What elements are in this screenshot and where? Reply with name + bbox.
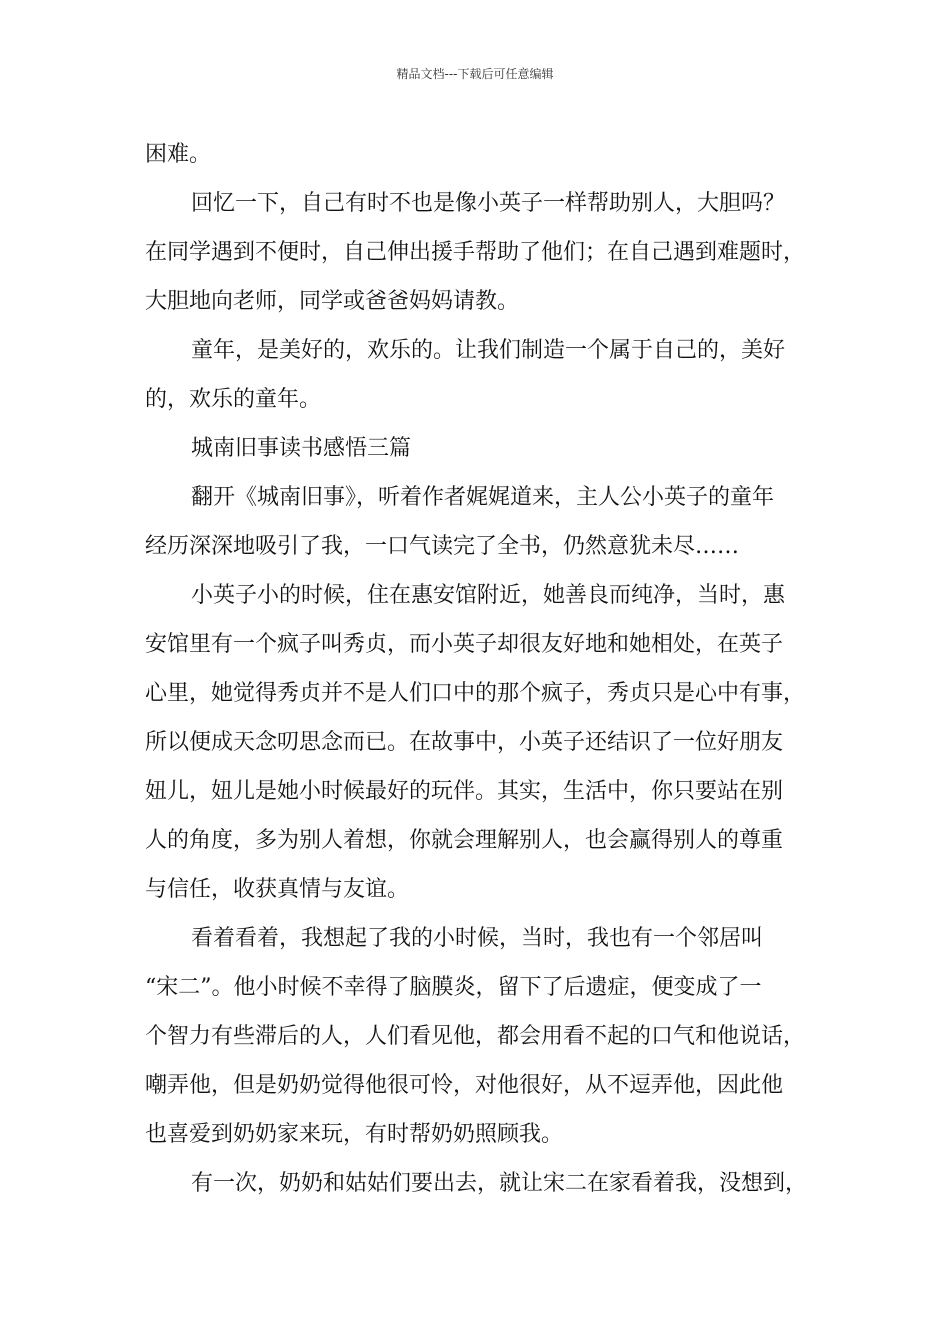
paragraph xyxy=(145,179,825,326)
text-line: 也喜爱到奶奶家来玩，有时帮奶奶照顾我。 xyxy=(145,1122,564,1147)
text-line: 看着看着，我想起了我的小时候，当时，我也有一个邻居叫 xyxy=(191,926,764,951)
page-header: 精品文档---下载后可任意编辑 xyxy=(396,67,554,81)
text-line: 在同学遇到不便时，自己伸出援手帮助了他们；在自己遇到难题时， xyxy=(145,240,806,265)
paragraph xyxy=(145,914,825,1159)
text-line: 困难。 xyxy=(145,142,212,167)
text-line: 个智力有些滞后的人，人们看见他，都会用看不起的口气和他说话， xyxy=(145,1024,806,1049)
text-line: “宋二”。他小时候不幸得了脑膜炎，留下了后遗症，便变成了一 xyxy=(145,975,762,1000)
text-line: 与信任，收获真情与友谊。 xyxy=(145,877,410,902)
section-heading xyxy=(145,424,825,473)
text-line: 妞儿，妞儿是她小时候最好的玩伴。其实，生活中，你只要站在别 xyxy=(145,779,784,804)
text-line: 经历深深地吸引了我，一口气读完了全书，仍然意犹未尽…… xyxy=(145,534,740,559)
text-line: 所以便成天念叨思念而已。在故事中，小英子还结识了一位好朋友 xyxy=(145,730,784,755)
text-line: 翻开《城南旧事》，听着作者娓娓道来，主人公小英子的童年 xyxy=(191,485,775,510)
text-line: 安馆里有一个疯子叫秀贞，而小英子却很友好地和她相处，在英子 xyxy=(145,632,784,657)
text-line: 有一次，奶奶和姑姑们要出去，就让宋二在家看着我，没想到， xyxy=(191,1171,808,1196)
text-line: 小英子小的时候，住在惠安馆附近，她善良而纯净，当时，惠 xyxy=(191,583,786,608)
paragraph xyxy=(145,326,825,424)
document-body xyxy=(145,130,825,1208)
paragraph xyxy=(145,130,825,179)
text-line: 心里，她觉得秀贞并不是人们口中的那个疯子，秀贞只是心中有事， xyxy=(145,681,806,706)
paragraph xyxy=(145,571,825,914)
paragraph xyxy=(145,1159,825,1208)
text-line: 嘲弄他，但是奶奶觉得他很可怜，对他很好，从不逗弄他，因此他 xyxy=(145,1073,784,1098)
text-line: 的，欢乐的童年。 xyxy=(145,387,322,412)
text-line: 人的角度，多为别人着想，你就会理解别人，也会赢得别人的尊重 xyxy=(145,828,784,853)
paragraph xyxy=(145,473,825,571)
text-line: 童年，是美好的，欢乐的。让我们制造一个属于自己的，美好 xyxy=(191,338,786,363)
text-line: 回忆一下，自己有时不也是像小英子一样帮助别人，大胆吗？ xyxy=(191,191,786,216)
heading-line: 城南旧事读书感悟三篇 xyxy=(191,436,412,461)
text-line: 大胆地向老师，同学或爸爸妈妈请教。 xyxy=(145,289,520,314)
